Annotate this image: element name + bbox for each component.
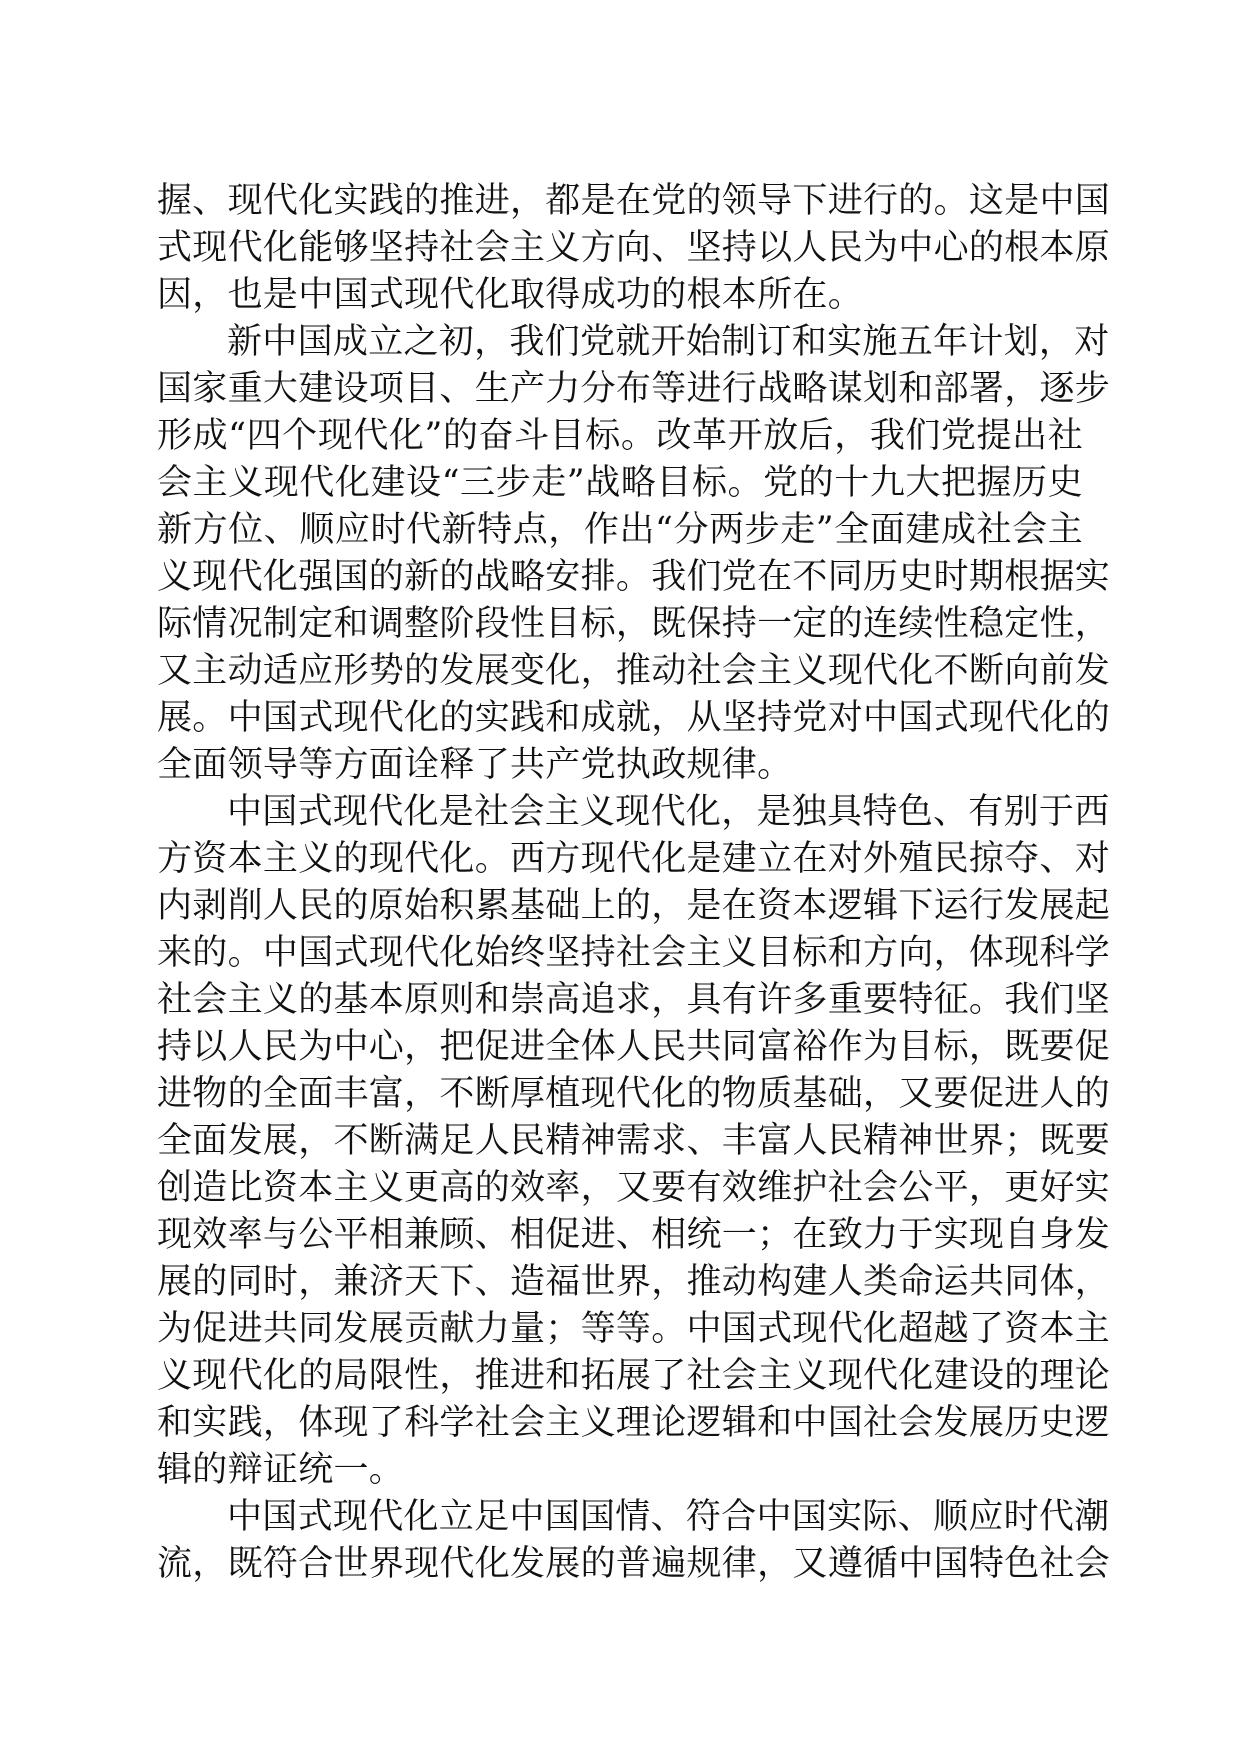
paragraph xyxy=(157,319,1111,789)
text-line: 为促进共同发展贡献力量；等等。中国式现代化超越了资本主 xyxy=(157,1309,1111,1349)
text-line: 进物的全面丰富，不断厚植现代化的物质基础，又要促进人的 xyxy=(157,1074,1111,1114)
text-line: 社会主义的基本原则和崇高追求，具有许多重要特征。我们坚 xyxy=(157,980,1111,1020)
text-line: 方资本主义的现代化。西方现代化是建立在对外殖民掠夺、对 xyxy=(157,839,1111,879)
text-line: 因，也是中国式现代化取得成功的根本所在。 xyxy=(157,275,864,315)
text-line: 展的同时，兼济天下、造福世界，推动构建人类命运共同体， xyxy=(157,1262,1111,1302)
text-line: 展。中国式现代化的实践和成就，从坚持党对中国式现代化的 xyxy=(157,698,1111,738)
text-line: 内剥削人民的原始积累基础上的，是在资本逻辑下运行发展起 xyxy=(157,886,1111,926)
text-line: 式现代化能够坚持社会主义方向、坚持以人民为中心的根本原 xyxy=(157,228,1111,268)
text-line: 和实践，体现了科学社会主义理论逻辑和中国社会发展历史逻 xyxy=(157,1403,1111,1443)
text-line: 中国式现代化是社会主义现代化，是独具特色、有别于西 xyxy=(227,792,1110,832)
text-line: 握、现代化实践的推进，都是在党的领导下进行的。这是中国 xyxy=(157,181,1111,221)
text-line: 中国式现代化立足中国国情、符合中国实际、顺应时代潮 xyxy=(227,1497,1110,1537)
text-line: 又主动适应形势的发展变化，推动社会主义现代化不断向前发 xyxy=(157,651,1111,691)
paragraph xyxy=(157,789,1111,1494)
text-line: 流，既符合世界现代化发展的普遍规律，又遵循中国特色社会 xyxy=(157,1544,1111,1584)
text-line: 全面发展，不断满足人民精神需求、丰富人民精神世界；既要 xyxy=(157,1121,1111,1161)
text-line: 全面领导等方面诠释了共产党执政规律。 xyxy=(157,745,793,785)
text-line: 现效率与公平相兼顾、相促进、相统一；在致力于实现自身发 xyxy=(157,1215,1111,1255)
paragraph xyxy=(157,1494,1111,1588)
text-line: 会主义现代化建设“三步走”战略目标。党的十九大把握历史 xyxy=(157,463,1083,503)
text-line: 形成“四个现代化”的奋斗目标。改革开放后，我们党提出社 xyxy=(157,416,1083,456)
text-line: 义现代化强国的新的战略安排。我们党在不同历史时期根据实 xyxy=(157,557,1111,597)
text-line: 国家重大建设项目、生产力分布等进行战略谋划和部署，逐步 xyxy=(157,369,1111,409)
text-line: 持以人民为中心，把促进全体人民共同富裕作为目标，既要促 xyxy=(157,1027,1111,1067)
text-line: 新中国成立之初，我们党就开始制订和实施五年计划，对 xyxy=(227,322,1110,362)
paragraph xyxy=(157,178,1111,319)
text-line: 义现代化的局限性，推进和拓展了社会主义现代化建设的理论 xyxy=(157,1356,1111,1396)
text-line: 际情况制定和调整阶段性目标，既保持一定的连续性稳定性， xyxy=(157,604,1111,644)
text-line: 创造比资本主义更高的效率，又要有效维护社会公平，更好实 xyxy=(157,1168,1111,1208)
text-line: 辑的辩证统一。 xyxy=(157,1450,405,1490)
text-line: 来的。中国式现代化始终坚持社会主义目标和方向，体现科学 xyxy=(157,933,1111,973)
body-text xyxy=(157,178,1111,1588)
text-line: 新方位、顺应时代新特点，作出“分两步走”全面建成社会主 xyxy=(157,510,1083,550)
